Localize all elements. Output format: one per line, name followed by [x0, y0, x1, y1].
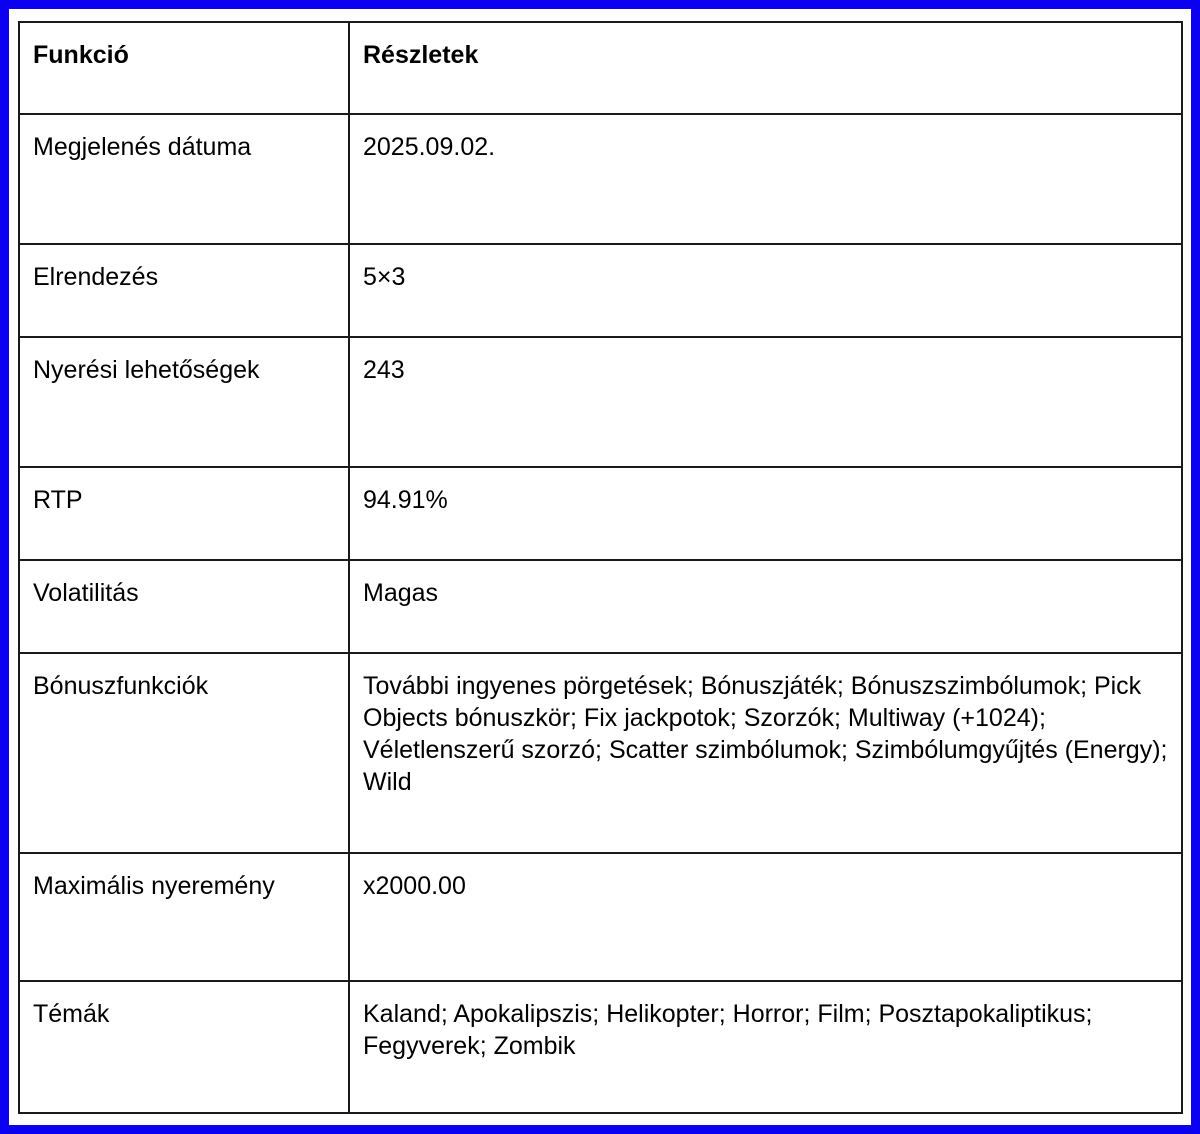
feature-cell: RTP: [19, 467, 349, 560]
details-cell: x2000.00: [349, 853, 1182, 981]
details-cell: További ingyenes pörgetések; Bónuszjáték; Bónuszszimbólumok; Pick Objects bónuszkör; Fix jackpotok; Szorzók; Multiway (+1024); Véletlenszerű szorzó; Scatter szimbólumok; Szimbólumgyűjtés (Energy); Wild: [349, 653, 1182, 853]
table-row: [19, 981, 1182, 1113]
table-row: [19, 853, 1182, 981]
feature-cell: Nyerési lehetőségek: [19, 337, 349, 467]
feature-cell: Témák: [19, 981, 349, 1113]
details-cell: 5×3: [349, 244, 1182, 337]
feature-cell: Bónuszfunkciók: [19, 653, 349, 853]
table-row: [19, 337, 1182, 467]
document-frame: [9, 9, 1191, 1125]
feature-cell: Maximális nyeremény: [19, 853, 349, 981]
table-row: [19, 653, 1182, 853]
details-cell: 243: [349, 337, 1182, 467]
feature-cell: Elrendezés: [19, 244, 349, 337]
table-row: [19, 560, 1182, 653]
feature-cell: Megjelenés dátuma: [19, 114, 349, 244]
header-feature: Funkció: [19, 22, 349, 114]
table-row: [19, 244, 1182, 337]
table-row: [19, 114, 1182, 244]
details-cell: Magas: [349, 560, 1182, 653]
header-row: [19, 22, 1182, 114]
details-cell: Kaland; Apokalipszis; Helikopter; Horror; Film; Posztapokaliptikus; Fegyverek; Zombik: [349, 981, 1182, 1113]
details-cell: 2025.09.02.: [349, 114, 1182, 244]
header-details: Részletek: [349, 22, 1182, 114]
features-table: [18, 21, 1183, 1114]
details-cell: 94.91%: [349, 467, 1182, 560]
feature-cell: Volatilitás: [19, 560, 349, 653]
table-row: [19, 467, 1182, 560]
